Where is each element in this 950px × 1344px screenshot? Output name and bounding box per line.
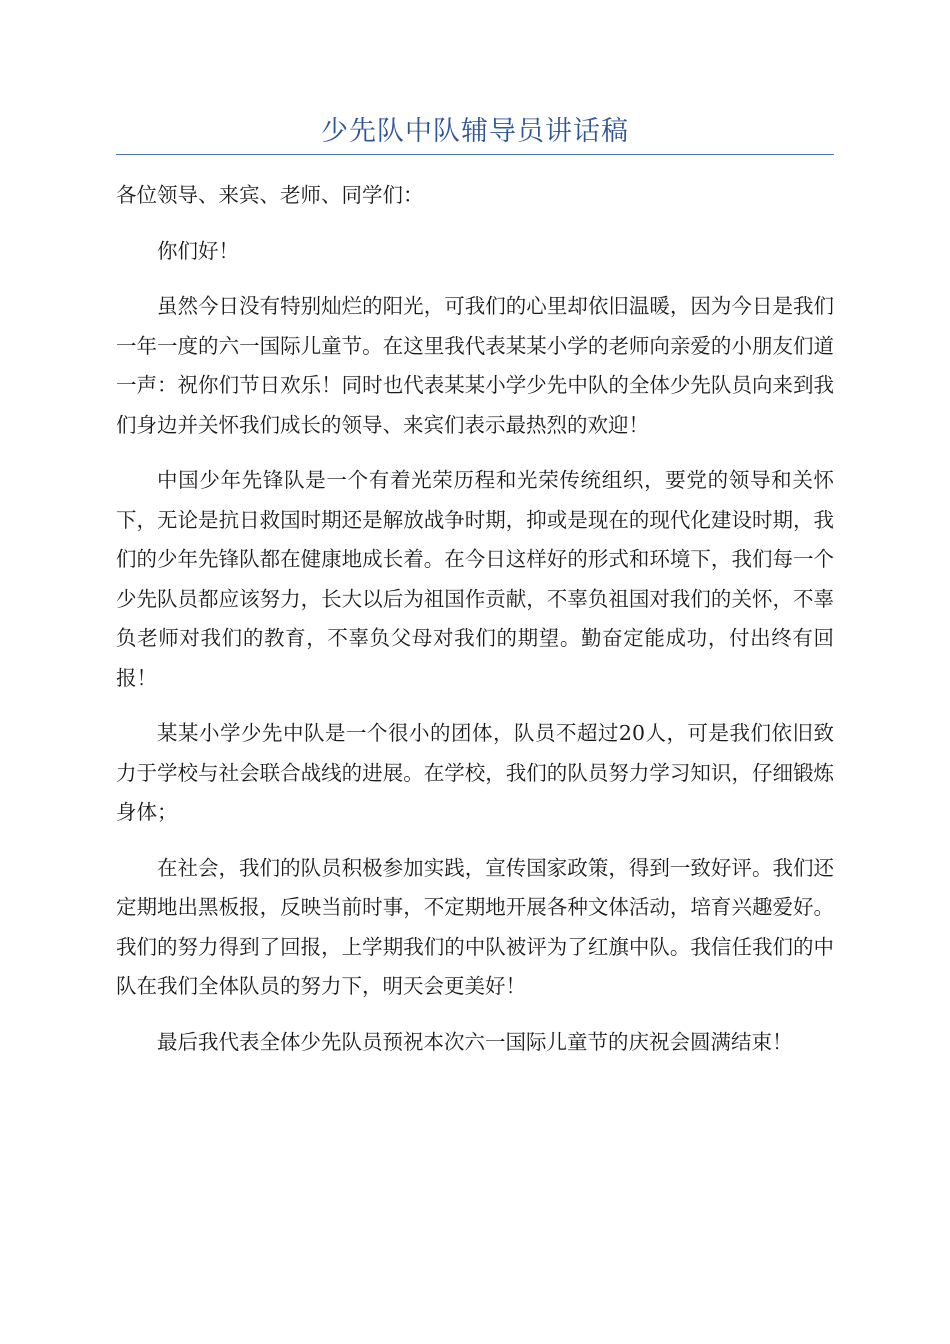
salutation: 各位领导、来宾、老师、同学们： <box>116 183 424 207</box>
paragraph: 在社会，我们的队员积极参加实践，宣传国家政策，得到一致好评。我们还定期地出黑板报，反映当前时事，不定期地开展各种文体活动，培育兴趣爱好。我们的努力得到了回报，上学期我们的中队被评为了红旗中队。我信任我们的中队在我们全体队员的努力下，明天会更美好！ <box>116 855 834 998</box>
paragraph: 某某小学少先中队是一个很小的团体，队员不超过20人，可是我们依旧致力于学校与社会联合战线的进展。在学校，我们的队员努力学习知识，仔细锻炼身体； <box>116 721 834 824</box>
title-underline <box>116 154 834 155</box>
paragraph-closing: 最后我代表全体少先队员预祝本次六一国际儿童节的庆祝会圆满结束！ <box>157 1029 793 1054</box>
paragraph: 虽然今日没有特别灿烂的阳光，可我们的心里却依旧温暖，因为今日是我们一年一度的六一国际儿童节。在这里我代表某某小学的老师向亲爱的小朋友们道一声：祝你们节日欢乐！同时也代表某某小学少先中队的全体少先队员向来到我们身边并关怀我们成长的领导、来宾们表示最热烈的欢迎！ <box>116 294 834 437</box>
document-body <box>116 176 834 1078</box>
document-title: 少先队中队辅导员讲话稿 <box>321 116 629 147</box>
paragraph-greeting: 你们好！ <box>157 238 239 263</box>
paragraph: 中国少年先锋队是一个有着光荣历程和光荣传统组织，要党的领导和关怀下，无论是抗日救国时期还是解放战争时期，抑或是现在的现代化建设时期，我们的少年先锋队都在健康地成长着。在今日这样好的形式和环境下，我们每一个少先队员都应该努力，长大以后为祖国作贡献，不辜负祖国对我们的关怀，不辜负老师对我们的教育，不辜负父母对我们的期望。勤奋定能成功，付出终有回报！ <box>116 468 834 690</box>
